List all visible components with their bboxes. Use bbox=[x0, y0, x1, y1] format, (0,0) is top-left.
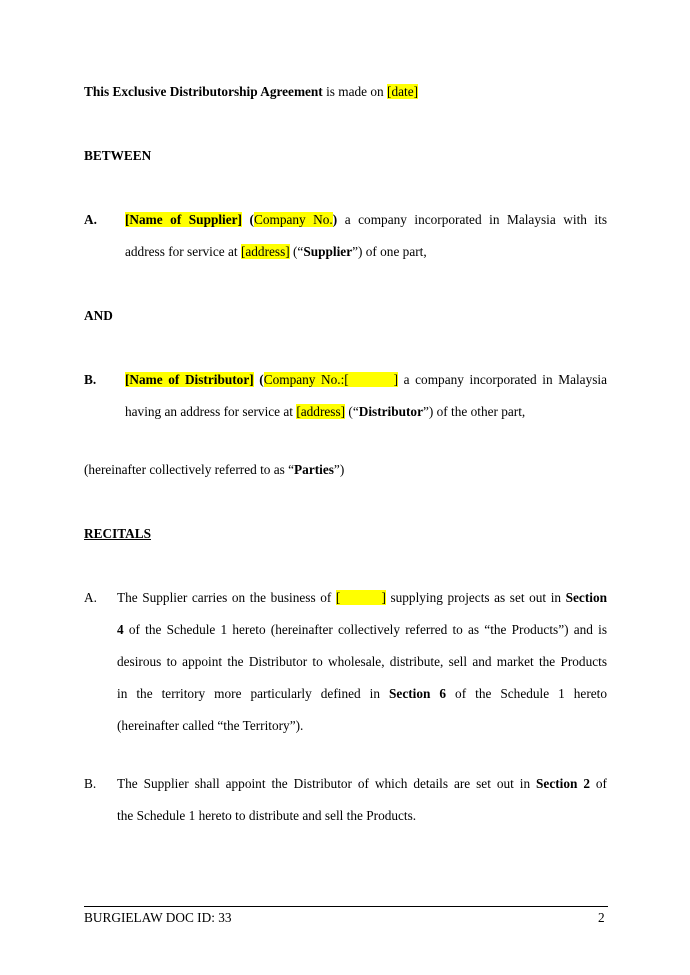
party-a-line-1 bbox=[125, 212, 607, 228]
party-a-line1-rest: a company incorporated in Malaysia with its bbox=[337, 212, 607, 227]
recital-b-l1-end: of bbox=[589, 776, 607, 791]
recitals-heading-text: RECITALS bbox=[84, 526, 151, 541]
distributor-company-no: Company No.:[ ] bbox=[263, 372, 399, 387]
footer-doc-id bbox=[84, 910, 232, 926]
recital-a-section-word: Section bbox=[565, 590, 607, 605]
party-a-line2-start: address for service at bbox=[125, 244, 241, 259]
recital-a-section-6: Section 6 bbox=[389, 686, 447, 701]
recital-b-l1-start: The Supplier shall appoint the Distributor of which details are set out in bbox=[117, 776, 537, 791]
between-heading bbox=[84, 148, 151, 164]
between-heading-text: BETWEEN bbox=[84, 148, 152, 163]
recital-b-marker-text: B. bbox=[84, 776, 97, 791]
party-b-open-paren: ( bbox=[259, 372, 264, 387]
party-a-close-paren: ) bbox=[332, 212, 338, 227]
distributor-defined-term: Distributor bbox=[358, 404, 423, 419]
agreement-intro bbox=[84, 84, 418, 100]
recital-b-l2: the Schedule 1 hereto to distribute and sell the Products. bbox=[117, 808, 417, 823]
recital-a-l5: (hereinafter called “the Territory”). bbox=[117, 718, 304, 733]
recital-a-l4-end: of the Schedule 1 hereto bbox=[446, 686, 608, 701]
distributor-name-placeholder: [Name of Distributor] bbox=[125, 372, 254, 387]
parties-line-end: ”) bbox=[333, 462, 345, 477]
party-a-marker bbox=[84, 212, 97, 228]
party-b-open-quote: (“ bbox=[345, 404, 359, 419]
date-placeholder: [date] bbox=[387, 84, 419, 99]
parties-line-start: (hereinafter collectively referred to as “ bbox=[84, 462, 295, 477]
party-a-open-paren: ( bbox=[249, 212, 254, 227]
party-b-line-1 bbox=[125, 372, 607, 388]
intro-text: is made on bbox=[322, 84, 388, 99]
party-a-open-quote: (“ bbox=[289, 244, 304, 259]
parties-defined-term: Parties bbox=[294, 462, 334, 477]
recital-b-line-1 bbox=[117, 776, 607, 792]
recitals-heading bbox=[84, 526, 151, 542]
supplier-address-placeholder: [address] bbox=[240, 244, 290, 259]
recital-a-l4-start: in the territory more particularly defined in bbox=[117, 686, 390, 701]
party-b-line2-start: having an address for service at bbox=[125, 404, 297, 419]
recital-a-l1-mid: supplying projects as set out in bbox=[385, 590, 566, 605]
and-heading-text: AND bbox=[84, 308, 113, 323]
party-b-line-2 bbox=[125, 404, 525, 420]
party-a-marker-text: A. bbox=[84, 212, 97, 227]
party-b-marker-text: B. bbox=[84, 372, 97, 387]
recital-a-l2-rest: of the Schedule 1 hereto (hereinafter collectively referred to as “the Products”) and is bbox=[123, 622, 607, 637]
recital-a-marker-text: A. bbox=[84, 590, 97, 605]
recital-b-marker bbox=[84, 776, 96, 792]
business-placeholder: [ ] bbox=[335, 590, 386, 605]
distributor-address-placeholder: [address] bbox=[296, 404, 346, 419]
recital-b-line-2 bbox=[117, 808, 416, 824]
party-b-line2-end: ”) of the other part, bbox=[422, 404, 526, 419]
agreement-title: This Exclusive Distributorship Agreement bbox=[84, 84, 323, 99]
party-a-line-2 bbox=[125, 244, 427, 260]
and-heading bbox=[84, 308, 113, 324]
recital-a-section-number: 4 bbox=[117, 622, 124, 637]
page-number-text: 2 bbox=[598, 910, 605, 925]
recital-a-line-2 bbox=[117, 622, 607, 638]
party-b-line1-rest: a company incorporated in Malaysia bbox=[398, 372, 607, 387]
recital-a-line-4 bbox=[117, 686, 607, 702]
supplier-name-placeholder: [Name of Supplier] bbox=[125, 212, 242, 227]
recital-a-line-5 bbox=[117, 718, 303, 734]
supplier-company-no: Company No. bbox=[253, 212, 333, 227]
footer-rule bbox=[84, 906, 608, 907]
recital-a-line-1 bbox=[117, 590, 607, 606]
footer-page-number bbox=[598, 910, 605, 926]
recital-a-marker bbox=[84, 590, 97, 606]
parties-definition bbox=[84, 462, 344, 478]
recital-a-line-3 bbox=[117, 654, 607, 670]
party-a-line2-end: ”) of one part, bbox=[352, 244, 427, 259]
party-b-marker bbox=[84, 372, 96, 388]
recital-a-l1-start: The Supplier carries on the business of bbox=[117, 590, 336, 605]
recital-a-l3: desirous to appoint the Distributor to wholesale, distribute, sell and market the Products bbox=[117, 654, 607, 669]
supplier-defined-term: Supplier bbox=[303, 244, 353, 259]
recital-b-section-2: Section 2 bbox=[536, 776, 590, 791]
footer-doc-id-text: BURGIELAW DOC ID: 33 bbox=[84, 910, 232, 925]
